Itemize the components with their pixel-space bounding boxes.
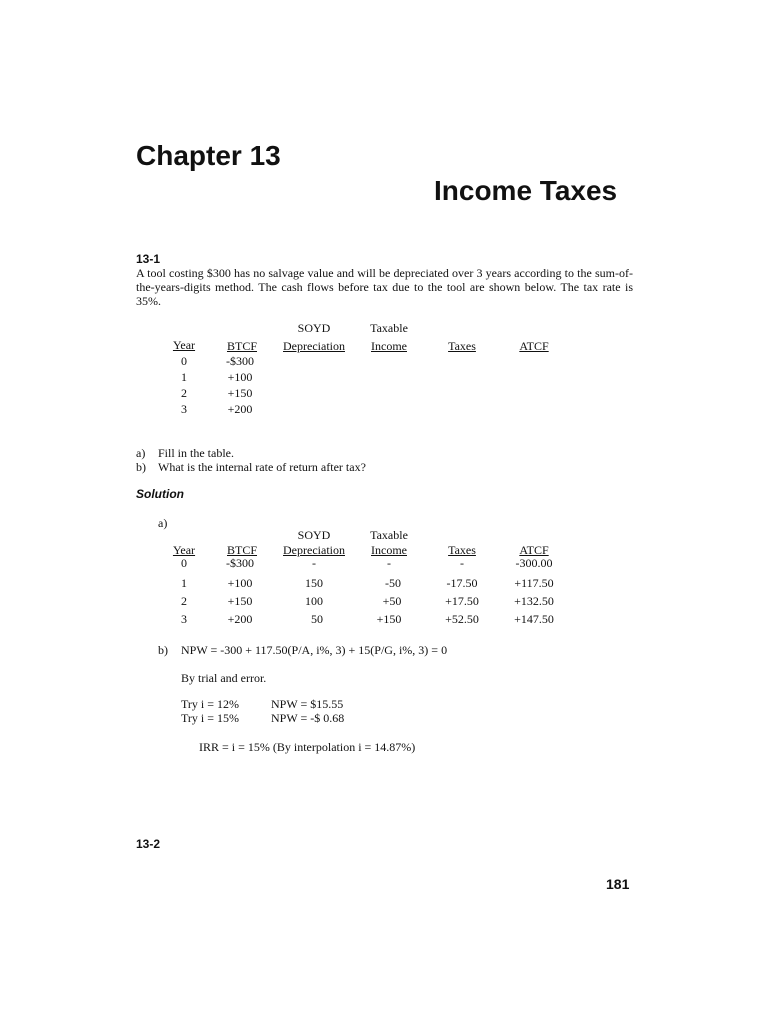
solution-cell: +150 <box>227 594 253 608</box>
problem-cell: 3 <box>181 402 187 416</box>
solution-cell: -$300 <box>226 556 254 570</box>
problem-header-year: Year <box>172 338 196 352</box>
problem-header-soyd: SOYD <box>297 321 331 335</box>
solution-header-soyd: SOYD <box>297 528 331 542</box>
solution-cell: 150 <box>305 576 323 590</box>
next-problem-number: 13-2 <box>136 837 161 851</box>
solution-cell: +100 <box>227 576 253 590</box>
solution-cell: 1 <box>181 576 187 590</box>
trial-npw: NPW = $15.55 <box>271 697 344 711</box>
trial-rate: Try i = 12% <box>181 697 240 711</box>
page-number: 181 <box>606 876 630 892</box>
solution-cell: 2 <box>181 594 187 608</box>
solution-cell: +17.50 <box>445 594 479 608</box>
chapter-title: Chapter 13 <box>136 140 281 171</box>
solution-cell: - <box>387 556 391 570</box>
solution-cell: +132.50 <box>514 594 554 608</box>
solution-header-income: Income <box>371 543 407 557</box>
solution-cell: 0 <box>181 556 187 570</box>
problem-statement: A tool costing $300 has no salvage value and will be depreciated over 3 years according to the sum-of-the-years-digits method. The cash flows before tax due to the tool are shown below. The tax rate is 35%. <box>136 266 633 308</box>
solution-header-atcf: ATCF <box>519 543 549 557</box>
problem-cell: +100 <box>227 370 253 384</box>
problem-header-taxes: Taxes <box>448 339 476 353</box>
npw-equation: NPW = -300 + 117.50(P/A, i%, 3) + 15(P/G, i%, 3) = 0 <box>181 643 448 657</box>
question-text: What is the internal rate of return after tax? <box>158 460 366 474</box>
problem-cell: +150 <box>227 386 253 400</box>
solution-cell: 50 <box>311 612 323 626</box>
question-label: a) <box>136 446 146 460</box>
problem-header-income: Income <box>371 339 407 353</box>
solution-cell: +200 <box>227 612 253 626</box>
solution-cell: +147.50 <box>514 612 554 626</box>
part-b-label: b) <box>158 643 168 657</box>
problem-cell: +200 <box>227 402 253 416</box>
solution-cell: - <box>460 556 464 570</box>
solution-header-taxable: Taxable <box>370 528 408 542</box>
solution-cell: +52.50 <box>445 612 479 626</box>
problem-header-btcf: BTCF <box>226 339 258 353</box>
irr-result: IRR = i = 15% (By interpolation i = 14.87%) <box>199 740 416 754</box>
solution-cell: +150 <box>376 612 402 626</box>
question-text: Fill in the table. <box>158 446 234 460</box>
problem-cell: 2 <box>181 386 187 400</box>
solution-cell: -50 <box>385 576 401 590</box>
trial-npw: NPW = -$ 0.68 <box>271 711 345 725</box>
part-a-label: a) <box>158 516 168 530</box>
problem-header-taxable: Taxable <box>370 321 408 335</box>
problem-cell: -$300 <box>226 354 254 368</box>
problem-header-atcf: ATCF <box>519 339 549 353</box>
problem-cell: 1 <box>181 370 187 384</box>
solution-heading: Solution <box>136 487 184 501</box>
solution-header-btcf: BTCF <box>226 543 258 557</box>
chapter-subtitle: Income Taxes <box>434 175 618 206</box>
solution-cell: +117.50 <box>514 576 554 590</box>
solution-cell: +50 <box>382 594 402 608</box>
trial-text: By trial and error. <box>181 671 267 685</box>
solution-cell: -17.50 <box>446 576 478 590</box>
solution-header-taxes: Taxes <box>448 543 476 557</box>
problem-number: 13-1 <box>136 252 161 266</box>
solution-header-depreciation: Depreciation <box>283 543 345 557</box>
problem-cell: 0 <box>181 354 187 368</box>
solution-cell: 3 <box>181 612 187 626</box>
trial-rate: Try i = 15% <box>181 711 240 725</box>
question-label: b) <box>136 460 146 474</box>
solution-cell: 100 <box>305 594 323 608</box>
solution-cell: - <box>312 556 316 570</box>
problem-header-depreciation: Depreciation <box>283 339 345 353</box>
solution-header-year: Year <box>172 543 196 557</box>
solution-cell: -300.00 <box>515 556 553 570</box>
